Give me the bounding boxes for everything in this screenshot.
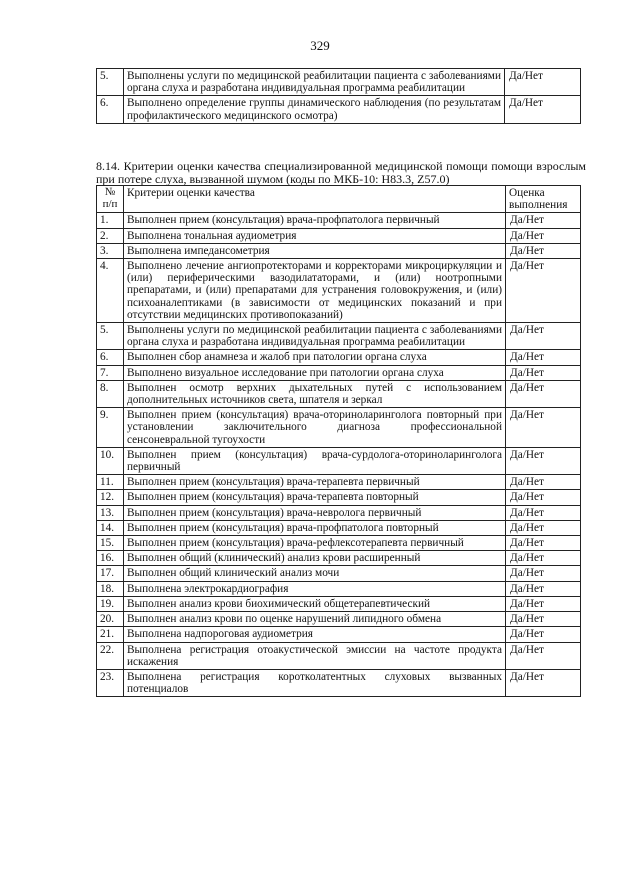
table-header-row	[97, 186, 581, 213]
row-number: 14.	[97, 520, 124, 535]
row-criterion: Выполнено определение группы динамического наблюдения (по результатам профилактического медицинского осмотра)	[124, 96, 505, 123]
page-number: 329	[310, 38, 330, 53]
table-row	[97, 520, 581, 535]
table-row	[97, 642, 581, 669]
row-criterion: Выполнен осмотр верхних дыхательных путей с использованием дополнительных источников света, шпателя и зеркал	[124, 380, 506, 407]
row-assessment: Да/Нет	[506, 447, 581, 474]
row-number: 3.	[97, 243, 124, 258]
table-row	[97, 228, 581, 243]
row-assessment: Да/Нет	[506, 228, 581, 243]
row-assessment: Да/Нет	[506, 323, 581, 350]
row-number: 7.	[97, 365, 124, 380]
table-row	[97, 259, 581, 323]
row-number: 5.	[97, 69, 124, 96]
row-number: 10.	[97, 447, 124, 474]
row-number: 23.	[97, 669, 124, 696]
table-row	[97, 505, 581, 520]
continued-criteria-table	[96, 68, 581, 124]
row-assessment: Да/Нет	[506, 350, 581, 365]
table-row	[97, 596, 581, 611]
table-row	[97, 96, 581, 123]
row-number: 13.	[97, 505, 124, 520]
row-number: 8.	[97, 380, 124, 407]
table-row	[97, 447, 581, 474]
row-number: 6.	[97, 350, 124, 365]
row-assessment: Да/Нет	[506, 627, 581, 642]
table-row	[97, 350, 581, 365]
row-assessment: Да/Нет	[506, 365, 581, 380]
row-criterion: Выполнена тональная аудиометрия	[124, 228, 506, 243]
row-criterion: Выполнен прием (консультация) врача-терапевта первичный	[124, 475, 506, 490]
row-criterion: Выполнено лечение ангиопротекторами и корректорами микроциркуляции и (или) периферическими вазодилататорами, и (или) ноотропными препаратами, и (или) препаратами для устранения головокружения, и (или) психоаналептиками (в зависимости от медицинских показаний и при отсутствии медицинских противопоказаний)	[124, 259, 506, 323]
table-row	[97, 380, 581, 407]
row-assessment: Да/Нет	[506, 596, 581, 611]
row-criterion: Выполнен прием (консультация) врача-сурдолога-оториноларинголога первичный	[124, 447, 506, 474]
row-number: 12.	[97, 490, 124, 505]
table-row	[97, 323, 581, 350]
row-number: 17.	[97, 566, 124, 581]
row-criterion: Выполнен сбор анамнеза и жалоб при патологии органа слуха	[124, 350, 506, 365]
row-criterion: Выполнена регистрация отоакустической эмиссии на частоте продукта искажения	[124, 642, 506, 669]
row-criterion: Выполнен анализ крови по оценке нарушений липидного обмена	[124, 612, 506, 627]
row-criterion: Выполнен прием (консультация) врача-терапевта повторный	[124, 490, 506, 505]
header-criteria: Критерии оценки качества	[124, 186, 506, 213]
table-row	[97, 69, 581, 96]
table-row	[97, 536, 581, 551]
row-number: 11.	[97, 475, 124, 490]
row-criterion: Выполнен прием (консультация) врача-рефлексотерапевта первичный	[124, 536, 506, 551]
row-number: 16.	[97, 551, 124, 566]
table-row	[97, 551, 581, 566]
row-assessment: Да/Нет	[506, 475, 581, 490]
row-criterion: Выполнен анализ крови биохимический общетерапевтический	[124, 596, 506, 611]
row-assessment: Да/Нет	[506, 243, 581, 258]
row-assessment: Да/Нет	[506, 551, 581, 566]
row-number: 2.	[97, 228, 124, 243]
header-number: № п/п	[97, 186, 124, 213]
row-criterion: Выполнены услуги по медицинской реабилитации пациента с заболеваниями органа слуха и разработана индивидуальная программа реабилитации	[124, 69, 505, 96]
table-row	[97, 243, 581, 258]
row-number: 6.	[97, 96, 124, 123]
table-row	[97, 627, 581, 642]
table-row	[97, 566, 581, 581]
row-criterion: Выполнена импедансометрия	[124, 243, 506, 258]
row-assessment: Да/Нет	[505, 69, 581, 96]
table-row	[97, 475, 581, 490]
row-number: 15.	[97, 536, 124, 551]
row-number: 4.	[97, 259, 124, 323]
table-row	[97, 612, 581, 627]
row-assessment: Да/Нет	[505, 96, 581, 123]
row-number: 5.	[97, 323, 124, 350]
table-row	[97, 408, 581, 448]
row-criterion: Выполнен прием (консультация) врача-профпатолога повторный	[124, 520, 506, 535]
section-heading: 8.14. Критерии оценки качества специализированной медицинской помощи помощи взрослым при потере слуха, вызванной шумом (коды по МКБ-10: H83.3, Z57.0)	[96, 159, 586, 186]
row-assessment: Да/Нет	[506, 581, 581, 596]
row-number: 18.	[97, 581, 124, 596]
row-assessment: Да/Нет	[506, 213, 581, 228]
row-number: 19.	[97, 596, 124, 611]
table-row	[97, 490, 581, 505]
row-number: 9.	[97, 408, 124, 448]
table-row	[97, 213, 581, 228]
row-assessment: Да/Нет	[506, 259, 581, 323]
row-criterion: Выполнены услуги по медицинской реабилитации пациента с заболеваниями органа слуха и разработана индивидуальная программа реабилитации	[124, 323, 506, 350]
row-assessment: Да/Нет	[506, 380, 581, 407]
quality-criteria-table	[96, 185, 581, 697]
row-criterion: Выполнена электрокардиография	[124, 581, 506, 596]
row-assessment: Да/Нет	[506, 642, 581, 669]
row-criterion: Выполнен прием (консультация) врача-оториноларинголога повторный при установлении заключительного диагноза профессиональной сенсоневральной тугоухости	[124, 408, 506, 448]
row-number: 20.	[97, 612, 124, 627]
row-criterion: Выполнена надпороговая аудиометрия	[124, 627, 506, 642]
row-criterion: Выполнена регистрация коротколатентных слуховых вызванных потенциалов	[124, 669, 506, 696]
row-assessment: Да/Нет	[506, 520, 581, 535]
row-criterion: Выполнен прием (консультация) врача-невролога первичный	[124, 505, 506, 520]
header-assessment: Оценка выполнения	[506, 186, 581, 213]
row-number: 1.	[97, 213, 124, 228]
row-criterion: Выполнен общий клинический анализ мочи	[124, 566, 506, 581]
row-assessment: Да/Нет	[506, 566, 581, 581]
row-number: 22.	[97, 642, 124, 669]
row-assessment: Да/Нет	[506, 505, 581, 520]
row-criterion: Выполнен общий (клинический) анализ крови расширенный	[124, 551, 506, 566]
table-row	[97, 669, 581, 696]
row-criterion: Выполнен прием (консультация) врача-профпатолога первичный	[124, 213, 506, 228]
row-assessment: Да/Нет	[506, 669, 581, 696]
row-number: 21.	[97, 627, 124, 642]
table-row	[97, 581, 581, 596]
row-assessment: Да/Нет	[506, 612, 581, 627]
row-assessment: Да/Нет	[506, 408, 581, 448]
row-assessment: Да/Нет	[506, 490, 581, 505]
row-assessment: Да/Нет	[506, 536, 581, 551]
table-row	[97, 365, 581, 380]
row-criterion: Выполнено визуальное исследование при патологии органа слуха	[124, 365, 506, 380]
